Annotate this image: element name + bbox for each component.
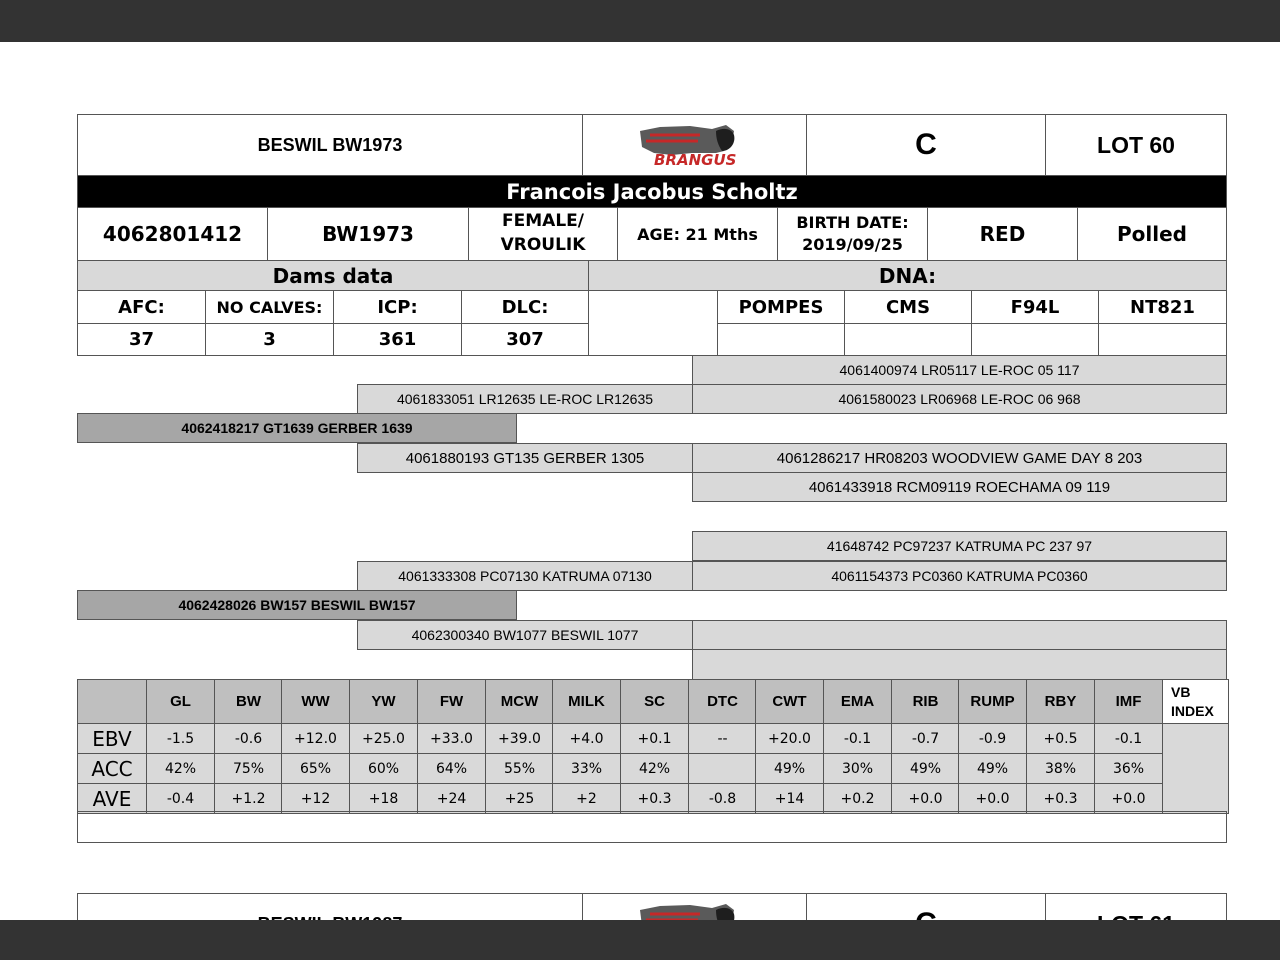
sex: FEMALE/ VROULIK [468, 207, 618, 261]
dna-header-nt821: NT821 [1098, 290, 1227, 324]
ebv-value-cell: 30% [823, 753, 892, 784]
ebv-value-cell: +4.0 [552, 723, 621, 754]
dams-data-title: Dams data [77, 260, 589, 291]
pedigree-sire-sire-dam: 4061580023 LR06968 LE-ROC 06 968 [692, 384, 1227, 414]
dna-header-f94l: F94L [971, 290, 1099, 324]
horn-status: Polled [1077, 207, 1227, 261]
ebv-value-cell: +20.0 [755, 723, 824, 754]
ebv-column-header: RUMP [958, 679, 1027, 724]
ebv-value-cell: +25 [485, 783, 554, 814]
dams-value-icp: 361 [333, 323, 462, 356]
ebv-column-header: GL [146, 679, 215, 724]
dams-value-dlc: 307 [461, 323, 589, 356]
ebv-value-cell: -0.1 [823, 723, 892, 754]
ebv-header-corner [77, 679, 147, 724]
ebv-value-cell: +0.0 [891, 783, 960, 814]
ebv-value-cell: +39.0 [485, 723, 554, 754]
ebv-value-cell: +25.0 [349, 723, 418, 754]
ebv-value-cell: 38% [1026, 753, 1095, 784]
dna-title: DNA: [588, 260, 1227, 291]
ebv-column-header: WW [281, 679, 350, 724]
ebv-value-cell: +24 [417, 783, 486, 814]
pedigree-sire: 4062418217 GT1639 GERBER 1639 [77, 413, 517, 443]
birth-date-value: 2019/09/25 [802, 235, 903, 254]
ebv-column-header: BW [214, 679, 283, 724]
ebv-column-header: CWT [755, 679, 824, 724]
ebv-value-cell: +1.2 [214, 783, 283, 814]
dams-header-calves: NO CALVES: [205, 290, 334, 324]
pedigree-dam-sire-sire: 41648742 PC97237 KATRUMA PC 237 97 [692, 531, 1227, 561]
ebv-value-cell: -- [688, 723, 757, 754]
ebv-index-header: VB INDEX [1162, 679, 1229, 724]
ebv-value-cell: 42% [620, 753, 689, 784]
ebv-value-cell: +18 [349, 783, 418, 814]
dna-header-pompes: POMPES [717, 290, 845, 324]
ebv-value-cell: -0.6 [214, 723, 283, 754]
registration-number: 4062801412 [77, 207, 268, 261]
owner-name: Francois Jacobus Scholtz [77, 175, 1227, 208]
ebv-value-cell: -0.4 [146, 783, 215, 814]
ebv-column-header: SC [620, 679, 689, 724]
pedigree-dam-dam: 4062300340 BW1077 BESWIL 1077 [357, 620, 693, 650]
colour: RED [927, 207, 1078, 261]
pedigree-sire-dam-dam: 4061433918 RCM09119 ROECHAMA 09 119 [692, 472, 1227, 502]
ebv-value-cell [688, 753, 757, 784]
ebv-row-label: ACC [77, 753, 147, 784]
age: AGE: 21 Mths [617, 207, 778, 261]
notes-row [77, 811, 1227, 843]
ebv-value-cell: +0.0 [958, 783, 1027, 814]
dams-value-afc: 37 [77, 323, 206, 356]
ebv-value-cell: -1.5 [146, 723, 215, 754]
ebv-value-cell: 49% [958, 753, 1027, 784]
lot-number: LOT 60 [1045, 114, 1227, 176]
dna-blank-cell [588, 290, 718, 356]
ebv-column-header: FW [417, 679, 486, 724]
birth-date [777, 207, 928, 261]
animal-id: BW1973 [267, 207, 469, 261]
dams-header-icp: ICP: [333, 290, 462, 324]
ebv-value-cell: +12.0 [281, 723, 350, 754]
dna-value-cms [844, 323, 972, 356]
ebv-column-header: RIB [891, 679, 960, 724]
svg-text:BRANGUS: BRANGUS [653, 151, 736, 169]
ebv-value-cell: 65% [281, 753, 350, 784]
pedigree-sire-dam: 4061880193 GT135 GERBER 1305 [357, 443, 693, 473]
dna-value-f94l [971, 323, 1099, 356]
ebv-column-header: YW [349, 679, 418, 724]
ebv-value-cell: 60% [349, 753, 418, 784]
ebv-value-cell: 33% [552, 753, 621, 784]
ebv-row-label: AVE [77, 783, 147, 814]
ebv-value-cell: 49% [891, 753, 960, 784]
pedigree-dam: 4062428026 BW157 BESWIL BW157 [77, 590, 517, 620]
dams-header-dlc: DLC: [461, 290, 589, 324]
ebv-value-cell: +0.3 [620, 783, 689, 814]
pedigree-dam-dam-sire [692, 620, 1227, 650]
ebv-value-cell: 49% [755, 753, 824, 784]
ebv-value-cell: 75% [214, 753, 283, 784]
pedigree-sire-sire-sire: 4061400974 LR05117 LE-ROC 05 117 [692, 355, 1227, 385]
ebv-value-cell: -0.9 [958, 723, 1027, 754]
ebv-value-cell: +14 [755, 783, 824, 814]
ebv-index-value [1162, 723, 1229, 814]
ebv-value-cell: +12 [281, 783, 350, 814]
ebv-value-cell: -0.1 [1094, 723, 1163, 754]
ebv-value-cell: 42% [146, 753, 215, 784]
pedigree-dam-dam-dam [692, 649, 1227, 680]
grade-letter: C [806, 114, 1046, 176]
ebv-column-header: IMF [1094, 679, 1163, 724]
dna-value-nt821 [1098, 323, 1227, 356]
pedigree-dam-sire-dam: 4061154373 PC0360 KATRUMA PC0360 [692, 561, 1227, 591]
dams-header-afc: AFC: [77, 290, 206, 324]
brangus-logo [582, 114, 807, 176]
ebv-value-cell: -0.7 [891, 723, 960, 754]
ebv-row-label: EBV [77, 723, 147, 754]
pedigree-sire-dam-sire: 4061286217 HR08203 WOODVIEW GAME DAY 8 203 [692, 443, 1227, 473]
ebv-value-cell: 36% [1094, 753, 1163, 784]
ebv-value-cell: +33.0 [417, 723, 486, 754]
ebv-value-cell: +0.3 [1026, 783, 1095, 814]
ebv-value-cell: 55% [485, 753, 554, 784]
ebv-column-header: MCW [485, 679, 554, 724]
ebv-column-header: MILK [552, 679, 621, 724]
ebv-value-cell: +0.0 [1094, 783, 1163, 814]
ebv-value-cell: +2 [552, 783, 621, 814]
pedigree-sire-sire: 4061833051 LR12635 LE-ROC LR12635 [357, 384, 693, 414]
viewer-bottom-bar [0, 920, 1280, 960]
ebv-value-cell: -0.8 [688, 783, 757, 814]
ebv-column-header: RBY [1026, 679, 1095, 724]
dna-header-cms: CMS [844, 290, 972, 324]
ebv-column-header: DTC [688, 679, 757, 724]
dna-value-pompes [717, 323, 845, 356]
ebv-value-cell: +0.2 [823, 783, 892, 814]
ebv-column-header: EMA [823, 679, 892, 724]
pedigree-dam-sire: 4061333308 PC07130 KATRUMA 07130 [357, 561, 693, 591]
animal-name: BESWIL BW1973 [77, 114, 583, 176]
birth-date-label: BIRTH DATE: [796, 212, 909, 232]
ebv-value-cell: +0.5 [1026, 723, 1095, 754]
ebv-value-cell: 64% [417, 753, 486, 784]
ebv-value-cell: +0.1 [620, 723, 689, 754]
bull-logo-icon [620, 121, 770, 169]
dams-value-calves: 3 [205, 323, 334, 356]
